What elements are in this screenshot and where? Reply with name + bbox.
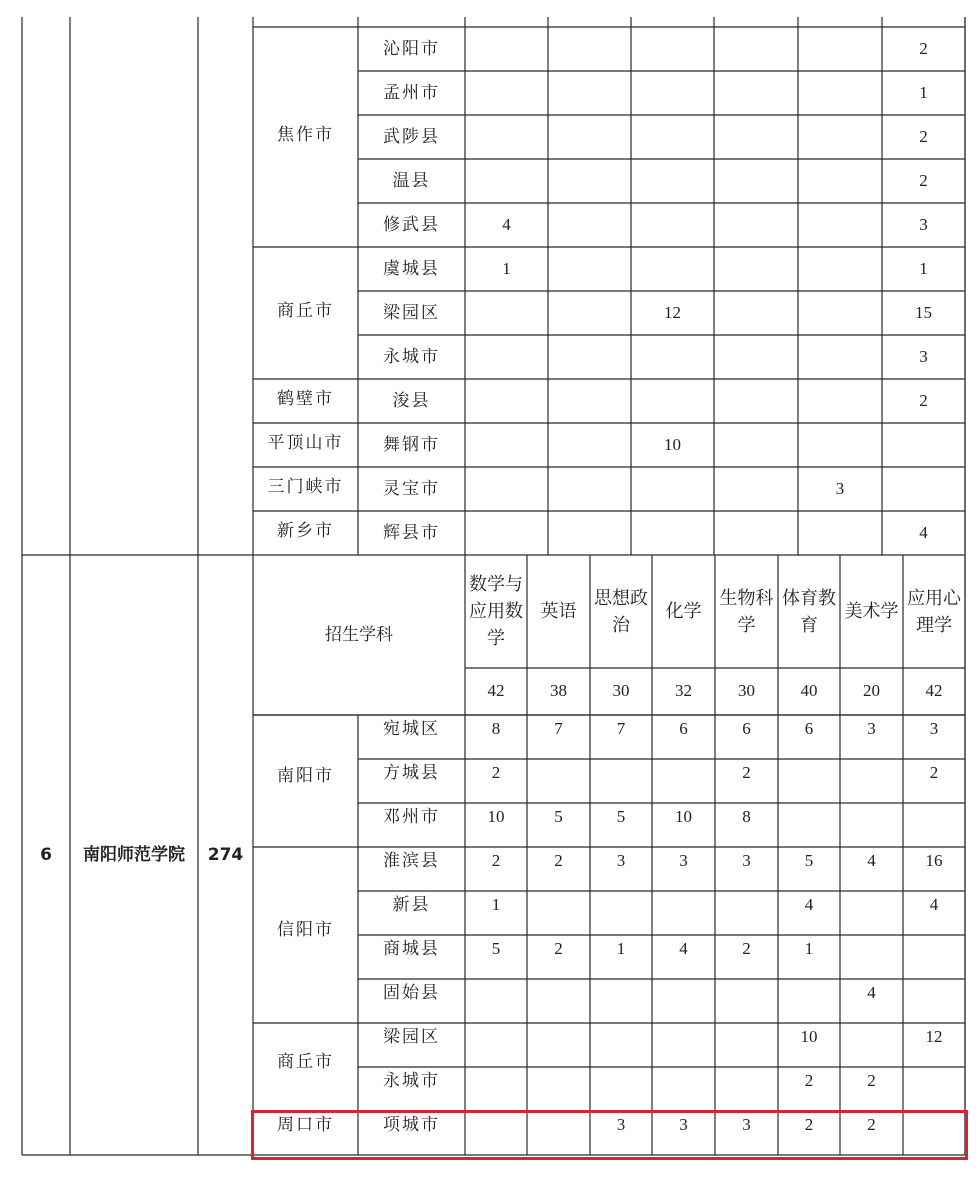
value-cell xyxy=(465,291,548,335)
city-cell: 焦作市 xyxy=(277,125,334,145)
highlight-box xyxy=(251,1110,968,1160)
value-cell xyxy=(527,1023,590,1067)
value-cell: 2 xyxy=(491,763,501,782)
value-cell: 3 xyxy=(929,719,939,738)
value-cell: 7 xyxy=(616,719,626,738)
subject-count: 40 xyxy=(800,681,818,701)
value-cell: 3 xyxy=(835,478,845,498)
value-cell xyxy=(714,27,798,71)
value-cell xyxy=(652,1023,715,1067)
value-cell: 10 xyxy=(664,434,681,454)
value-cell: 1 xyxy=(616,939,626,958)
county-cell: 固始县 xyxy=(383,983,440,1003)
value-cell: 1 xyxy=(919,258,928,278)
value-cell xyxy=(778,803,840,847)
value-cell xyxy=(798,423,882,467)
value-cell xyxy=(631,247,714,291)
value-cell xyxy=(798,115,882,159)
value-cell xyxy=(548,467,631,511)
subject-name: 数学与应用数学 xyxy=(469,574,523,649)
value-cell xyxy=(652,891,715,935)
value-cell xyxy=(778,759,840,803)
value-cell xyxy=(631,467,714,511)
value-cell xyxy=(548,291,631,335)
county-cell: 邓州市 xyxy=(383,807,440,827)
value-cell xyxy=(631,511,714,555)
value-cell: 5 xyxy=(616,807,626,826)
city-cell: 南阳市 xyxy=(277,766,334,786)
county-cell: 永城市 xyxy=(383,1071,440,1091)
value-cell: 2 xyxy=(804,1071,814,1090)
county-cell: 修武县 xyxy=(383,214,440,235)
value-cell xyxy=(631,159,714,203)
value-cell: 2 xyxy=(554,939,563,958)
county-cell: 商城县 xyxy=(383,939,440,959)
value-cell xyxy=(652,759,715,803)
county-cell: 辉县市 xyxy=(383,522,440,543)
value-cell xyxy=(798,291,882,335)
county-cell: 武陟县 xyxy=(383,126,440,147)
city-cell: 三门峡市 xyxy=(267,477,344,497)
value-cell xyxy=(652,979,715,1023)
city-cell: 信阳市 xyxy=(277,920,334,940)
value-cell xyxy=(714,203,798,247)
subject-name: 应用心理学 xyxy=(907,587,961,636)
value-cell: 6 xyxy=(804,719,814,738)
value-cell: 2 xyxy=(919,390,928,410)
value-cell: 3 xyxy=(742,851,751,870)
subject-name: 英语 xyxy=(540,601,577,622)
value-cell: 2 xyxy=(867,1071,876,1090)
city-cell: 平顶山市 xyxy=(267,433,344,453)
value-cell xyxy=(631,115,714,159)
value-cell xyxy=(903,1067,965,1111)
value-cell xyxy=(548,71,631,115)
value-cell xyxy=(465,1023,527,1067)
value-cell: 2 xyxy=(554,851,563,870)
value-cell xyxy=(778,979,840,1023)
city-cell: 周口市 xyxy=(277,1115,334,1135)
value-cell xyxy=(714,511,798,555)
county-cell: 沁阳市 xyxy=(383,38,440,59)
value-cell: 4 xyxy=(679,939,688,958)
value-cell: 6 xyxy=(742,719,751,738)
value-cell: 4 xyxy=(867,851,876,870)
value-cell xyxy=(465,71,548,115)
value-cell xyxy=(715,1023,778,1067)
city-cell: 商丘市 xyxy=(277,1052,334,1072)
county-cell: 虞城县 xyxy=(383,258,440,279)
value-cell: 1 xyxy=(919,82,928,102)
value-cell xyxy=(798,203,882,247)
county-cell: 宛城区 xyxy=(383,719,440,739)
value-cell xyxy=(465,423,548,467)
value-cell xyxy=(798,27,882,71)
value-cell: 5 xyxy=(554,807,563,826)
value-cell xyxy=(590,979,652,1023)
value-cell xyxy=(715,891,778,935)
value-cell xyxy=(903,803,965,847)
value-cell: 3 xyxy=(616,851,626,870)
subject-count: 32 xyxy=(675,681,692,701)
value-cell xyxy=(631,71,714,115)
value-cell: 12 xyxy=(925,1027,943,1046)
value-cell xyxy=(714,379,798,423)
subject-count: 30 xyxy=(738,681,755,701)
county-cell: 淮滨县 xyxy=(383,851,440,871)
value-cell: 4 xyxy=(502,214,511,234)
value-cell: 10 xyxy=(675,807,692,826)
subject-count: 42 xyxy=(487,681,505,701)
value-cell: 2 xyxy=(867,1115,876,1134)
value-cell xyxy=(715,979,778,1023)
value-cell xyxy=(714,335,798,379)
value-cell xyxy=(465,379,548,423)
value-cell xyxy=(714,159,798,203)
value-cell xyxy=(715,1067,778,1111)
value-cell xyxy=(548,379,631,423)
city-cell: 新乡市 xyxy=(277,521,334,541)
value-cell: 7 xyxy=(554,719,563,738)
value-cell: 2 xyxy=(491,851,501,870)
subject-name: 美术学 xyxy=(844,601,899,622)
value-cell xyxy=(714,291,798,335)
value-cell xyxy=(465,27,548,71)
value-cell: 3 xyxy=(867,719,876,738)
subject-count: 38 xyxy=(550,681,567,701)
value-cell xyxy=(631,379,714,423)
value-cell: 3 xyxy=(679,1115,688,1134)
value-cell xyxy=(631,335,714,379)
value-cell: 4 xyxy=(867,983,876,1002)
value-cell xyxy=(590,1023,652,1067)
value-cell xyxy=(465,159,548,203)
value-cell xyxy=(798,335,882,379)
value-cell xyxy=(527,759,590,803)
city-cell: 商丘市 xyxy=(277,301,334,321)
value-cell xyxy=(714,247,798,291)
value-cell: 2 xyxy=(919,126,928,146)
value-cell xyxy=(631,27,714,71)
county-cell: 新县 xyxy=(392,895,431,915)
value-cell xyxy=(903,935,965,979)
value-cell xyxy=(840,803,903,847)
value-cell: 2 xyxy=(804,1115,814,1134)
county-cell: 梁园区 xyxy=(383,1027,440,1047)
value-cell xyxy=(527,979,590,1023)
value-cell xyxy=(548,115,631,159)
value-cell: 2 xyxy=(919,170,928,190)
county-cell: 浚县 xyxy=(392,390,431,411)
value-cell: 3 xyxy=(919,346,928,366)
value-cell: 3 xyxy=(919,214,928,234)
value-cell: 1 xyxy=(491,895,501,914)
county-cell: 梁园区 xyxy=(383,302,440,323)
value-cell xyxy=(465,511,548,555)
value-cell xyxy=(798,511,882,555)
value-cell: 12 xyxy=(664,302,681,322)
subject-count: 20 xyxy=(863,681,880,701)
value-cell: 1 xyxy=(502,258,511,278)
value-cell: 10 xyxy=(487,807,505,826)
value-cell: 16 xyxy=(925,851,943,870)
value-cell xyxy=(840,1023,903,1067)
county-cell: 温县 xyxy=(392,170,431,191)
value-cell: 8 xyxy=(491,719,501,738)
value-cell: 10 xyxy=(800,1027,818,1046)
value-cell xyxy=(465,115,548,159)
value-cell: 3 xyxy=(616,1115,626,1134)
value-cell: 2 xyxy=(742,939,751,958)
county-cell: 孟州市 xyxy=(383,82,440,103)
value-cell: 5 xyxy=(804,851,814,870)
value-cell xyxy=(840,891,903,935)
county-cell: 方城县 xyxy=(383,763,440,783)
value-cell xyxy=(527,891,590,935)
county-cell: 舞钢市 xyxy=(383,434,440,455)
value-cell: 1 xyxy=(804,939,814,958)
value-cell: 4 xyxy=(929,895,939,914)
value-cell xyxy=(714,115,798,159)
value-cell xyxy=(631,203,714,247)
value-cell xyxy=(548,27,631,71)
subject-header: 招生学科 xyxy=(325,624,393,645)
value-cell: 2 xyxy=(919,38,928,58)
subject-name: 化学 xyxy=(665,601,702,622)
value-cell xyxy=(548,159,631,203)
value-cell xyxy=(714,467,798,511)
value-cell: 2 xyxy=(929,763,939,782)
value-cell xyxy=(548,247,631,291)
value-cell: 2 xyxy=(742,763,751,782)
value-cell xyxy=(548,423,631,467)
value-cell xyxy=(798,159,882,203)
value-cell xyxy=(840,935,903,979)
value-cell xyxy=(548,335,631,379)
value-cell xyxy=(798,71,882,115)
subject-count: 42 xyxy=(925,681,943,701)
county-cell: 项城市 xyxy=(383,1115,440,1135)
subject-name: 生物科学 xyxy=(719,587,774,636)
value-cell: 3 xyxy=(742,1115,751,1134)
value-cell: 5 xyxy=(491,939,501,958)
school-index: 6 xyxy=(40,844,52,865)
value-cell xyxy=(840,759,903,803)
value-cell xyxy=(590,759,652,803)
value-cell xyxy=(903,979,965,1023)
value-cell xyxy=(798,247,882,291)
value-cell xyxy=(652,1067,715,1111)
school-name: 南阳师范学院 xyxy=(83,844,185,865)
subject-name: 思想政治 xyxy=(594,587,648,636)
value-cell: 15 xyxy=(915,302,932,322)
value-cell xyxy=(714,423,798,467)
value-cell xyxy=(590,891,652,935)
value-cell xyxy=(527,1067,590,1111)
school-total: 274 xyxy=(207,844,244,865)
subject-count: 30 xyxy=(612,681,630,701)
value-cell xyxy=(465,979,527,1023)
value-cell: 3 xyxy=(679,851,688,870)
value-cell xyxy=(548,203,631,247)
value-cell xyxy=(882,467,965,511)
county-cell: 灵宝市 xyxy=(383,478,440,499)
value-cell xyxy=(590,1067,652,1111)
value-cell xyxy=(798,379,882,423)
subject-name: 体育教育 xyxy=(782,587,836,636)
value-cell xyxy=(548,511,631,555)
value-cell xyxy=(465,1067,527,1111)
county-cell: 永城市 xyxy=(383,346,440,367)
value-cell: 6 xyxy=(679,719,688,738)
value-cell xyxy=(465,335,548,379)
value-cell: 8 xyxy=(742,807,751,826)
city-cell: 鹤壁市 xyxy=(277,389,334,409)
value-cell xyxy=(882,423,965,467)
value-cell xyxy=(714,71,798,115)
value-cell xyxy=(465,467,548,511)
value-cell: 4 xyxy=(919,522,928,542)
value-cell: 4 xyxy=(804,895,814,914)
